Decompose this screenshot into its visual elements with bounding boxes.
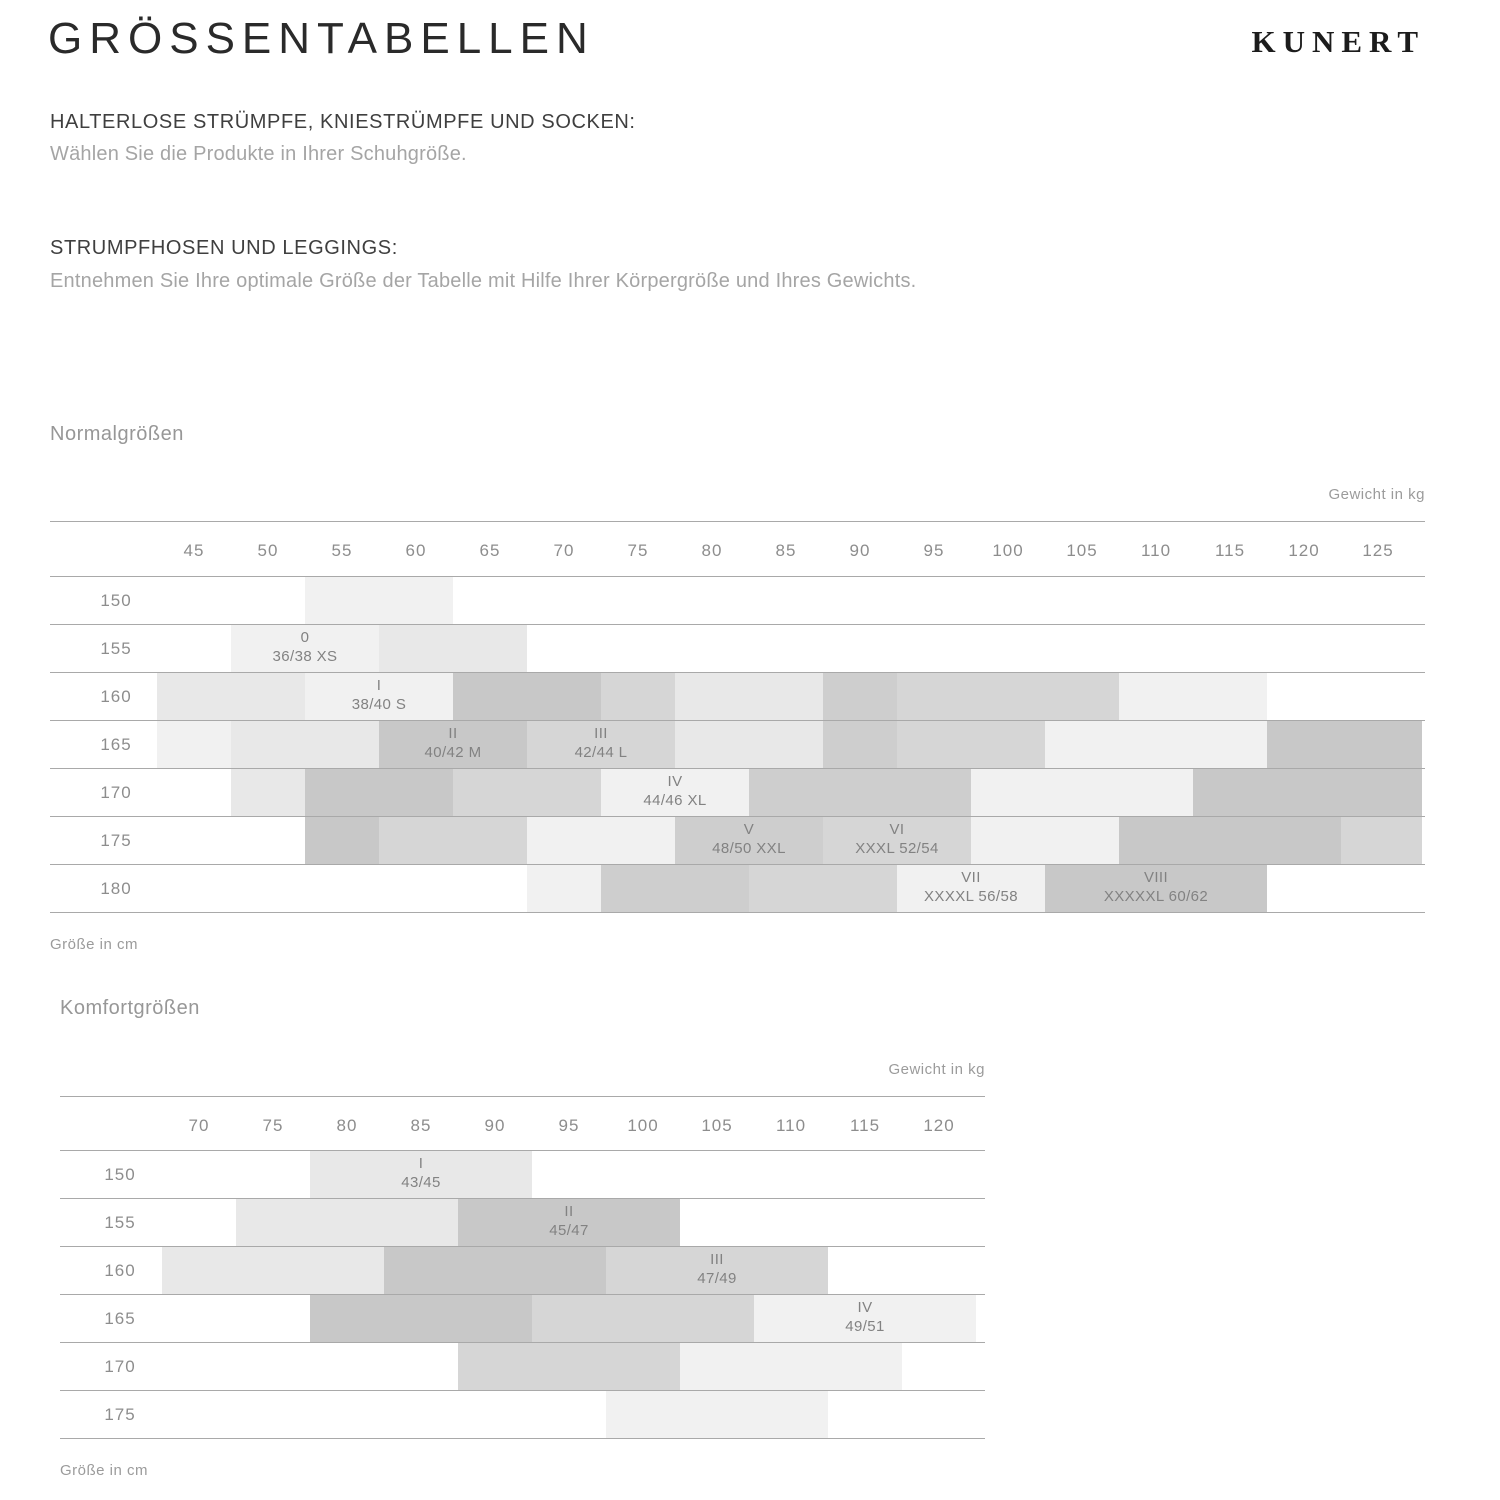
size-band-segment <box>823 672 897 720</box>
size-label-text: 36/38 XS <box>272 648 338 665</box>
size-band-segment <box>897 672 1119 720</box>
weight-tick: 105 <box>1066 541 1098 560</box>
weight-tick: 90 <box>849 541 871 560</box>
size-band-segment <box>310 1294 532 1342</box>
row-separator <box>50 816 1425 817</box>
size-label-roman: IV <box>667 773 683 790</box>
weight-tick: 80 <box>336 1116 358 1135</box>
size-label <box>279 676 479 714</box>
size-band-segment <box>379 816 527 864</box>
size-label-text: XXXXXL 60/62 <box>1103 888 1209 905</box>
page-title: GRÖSSENTABELLEN <box>48 14 595 63</box>
size-band-segment <box>231 768 305 816</box>
size-label <box>575 772 775 810</box>
height-tick: 150 <box>104 1165 136 1184</box>
size-label-roman: VIII <box>1143 869 1169 886</box>
size-band-segment <box>971 768 1193 816</box>
row-separator <box>60 1342 985 1343</box>
row-separator <box>50 624 1425 625</box>
size-band-segment <box>749 768 971 816</box>
section-heading-hosiery: HALTERLOSE STRÜMPFE, KNIESTRÜMPFE UND SOCKEN: <box>50 111 636 133</box>
size-band-segment <box>305 816 379 864</box>
weight-tick: 115 <box>849 1116 881 1135</box>
row-separator <box>60 1390 985 1391</box>
height-axis-unit-normalgroessen: Größe in cm <box>50 936 139 953</box>
weight-tick: 45 <box>183 541 205 560</box>
weight-tick: 80 <box>701 541 723 560</box>
size-band-segment <box>162 1246 384 1294</box>
size-label-roman: IV <box>857 1299 873 1316</box>
weight-tick: 70 <box>553 541 575 560</box>
weight-axis-unit-komfortgroessen: Gewicht in kg <box>888 1061 985 1078</box>
height-tick: 160 <box>104 1261 136 1280</box>
weight-tick: 60 <box>405 541 427 560</box>
size-label-text: 49/51 <box>845 1318 885 1335</box>
size-band-segment <box>601 864 749 912</box>
size-label-roman: III <box>594 725 608 742</box>
size-band-segment <box>305 768 453 816</box>
weight-tick: 95 <box>923 541 945 560</box>
size-label-text: XXXL 52/54 <box>855 840 939 857</box>
row-separator <box>50 768 1425 769</box>
chart-title-komfortgroessen: Komfortgrößen <box>60 997 200 1019</box>
height-tick: 155 <box>104 1213 136 1232</box>
size-label <box>871 868 1071 906</box>
size-band-segment <box>897 720 1045 768</box>
weight-tick: 95 <box>558 1116 580 1135</box>
size-band-segment <box>236 1198 458 1246</box>
axis-line-top <box>60 1096 985 1097</box>
weight-tick: 90 <box>484 1116 506 1135</box>
weight-tick: 85 <box>775 541 797 560</box>
weight-tick: 120 <box>923 1116 955 1135</box>
height-tick: 160 <box>100 687 132 706</box>
size-label-text: 38/40 S <box>351 696 407 713</box>
weight-tick: 55 <box>331 541 353 560</box>
height-tick: 170 <box>100 783 132 802</box>
size-label-text: 40/42 M <box>424 744 482 761</box>
row-separator <box>60 1198 985 1199</box>
size-label <box>797 820 997 858</box>
size-label-text: 48/50 XXL <box>712 840 786 857</box>
row-separator <box>60 1438 985 1439</box>
section-body-tights: Entnehmen Sie Ihre optimale Größe der Tabelle mit Hilfe Ihrer Körpergröße und Ihres Gewichts. <box>50 270 917 292</box>
height-tick: 170 <box>104 1357 136 1376</box>
weight-tick: 75 <box>627 541 649 560</box>
height-tick: 165 <box>100 735 132 754</box>
weight-tick: 85 <box>410 1116 432 1135</box>
size-band-segment <box>823 720 897 768</box>
weight-tick: 100 <box>627 1116 659 1135</box>
size-label <box>501 724 701 762</box>
size-label <box>469 1202 669 1240</box>
size-label-text: 44/46 XL <box>643 792 707 809</box>
weight-tick: 50 <box>257 541 279 560</box>
weight-tick: 70 <box>188 1116 210 1135</box>
row-separator <box>60 1246 985 1247</box>
size-band-segment <box>1267 720 1422 768</box>
size-label-text: 45/47 <box>549 1222 589 1239</box>
size-label-text: XXXXL 56/58 <box>924 888 1018 905</box>
size-band-segment <box>675 672 823 720</box>
weight-tick: 115 <box>1214 541 1246 560</box>
axis-line-under-ticks <box>60 1150 985 1151</box>
size-label-text: 42/44 L <box>574 744 628 761</box>
weight-tick: 110 <box>1140 541 1172 560</box>
weight-tick: 120 <box>1288 541 1320 560</box>
size-band-segment <box>157 720 231 768</box>
size-band-segment <box>606 1390 828 1438</box>
size-band-segment <box>458 1342 680 1390</box>
size-label-roman: VII <box>961 869 981 886</box>
height-tick: 180 <box>100 879 132 898</box>
weight-axis-unit-normalgroessen: Gewicht in kg <box>1328 486 1425 503</box>
size-label <box>205 628 405 666</box>
size-label-roman: II <box>448 725 458 742</box>
size-label-roman: I <box>418 1155 424 1172</box>
axis-line-under-ticks <box>50 576 1425 577</box>
weight-tick: 125 <box>1362 541 1394 560</box>
chart-title-normalgroessen: Normalgrößen <box>50 423 184 445</box>
row-separator <box>50 912 1425 913</box>
brand-logo: KUNERT <box>1251 24 1425 59</box>
height-tick: 150 <box>100 591 132 610</box>
section-body-hosiery: Wählen Sie die Produkte in Ihrer Schuhgröße. <box>50 143 467 165</box>
weight-tick: 75 <box>262 1116 284 1135</box>
weight-tick: 110 <box>775 1116 807 1135</box>
size-band-segment <box>1341 816 1422 864</box>
size-label-roman: I <box>376 677 382 694</box>
weight-tick: 105 <box>701 1116 733 1135</box>
size-band-segment <box>1119 672 1267 720</box>
size-band-segment <box>1119 816 1341 864</box>
row-separator <box>60 1294 985 1295</box>
size-label-roman: II <box>564 1203 574 1220</box>
size-label-text: 43/45 <box>401 1174 441 1191</box>
size-label-roman: V <box>743 821 755 838</box>
height-tick: 155 <box>100 639 132 658</box>
row-separator <box>50 720 1425 721</box>
size-label <box>1056 868 1256 906</box>
size-band-segment <box>532 1294 754 1342</box>
size-label-roman: III <box>710 1251 724 1268</box>
axis-line-top <box>50 521 1425 522</box>
height-tick: 165 <box>104 1309 136 1328</box>
size-label <box>765 1298 965 1336</box>
size-label <box>321 1154 521 1192</box>
size-band-segment <box>1193 768 1422 816</box>
height-axis-unit-komfortgroessen: Größe in cm <box>60 1462 149 1479</box>
weight-tick: 100 <box>992 541 1024 560</box>
row-separator <box>50 672 1425 673</box>
size-label-text: 47/49 <box>697 1270 737 1287</box>
size-band-segment <box>384 1246 606 1294</box>
size-band-segment <box>527 864 601 912</box>
height-tick: 175 <box>100 831 132 850</box>
row-separator <box>50 864 1425 865</box>
section-heading-tights: STRUMPFHOSEN UND LEGGINGS: <box>50 237 398 259</box>
height-tick: 175 <box>104 1405 136 1424</box>
size-label-roman: VI <box>889 821 905 838</box>
size-label-roman: 0 <box>300 629 310 646</box>
size-band-segment <box>601 672 675 720</box>
size-band-segment <box>680 1342 902 1390</box>
size-label <box>617 1250 817 1288</box>
size-band-segment <box>305 576 453 624</box>
size-band-segment <box>1045 720 1267 768</box>
weight-tick: 65 <box>479 541 501 560</box>
